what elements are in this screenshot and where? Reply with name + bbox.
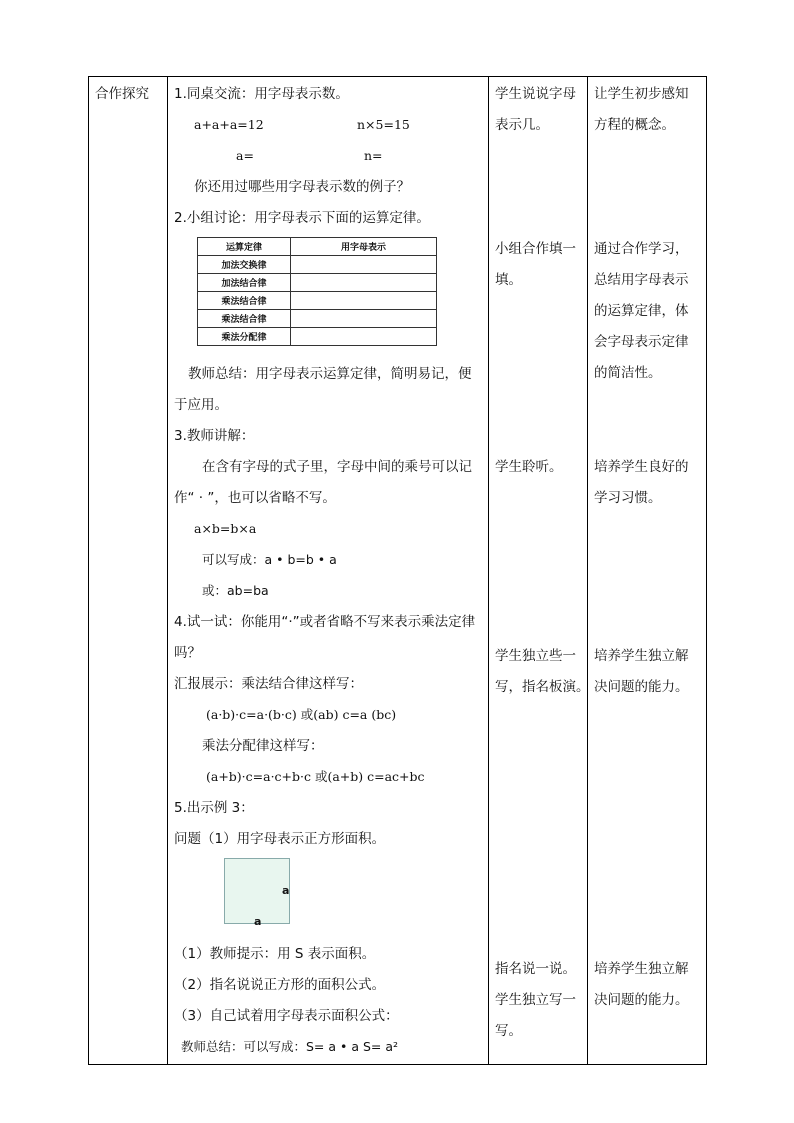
square-side-label-right: a xyxy=(282,884,290,897)
s1-answer-2: n= xyxy=(364,148,383,163)
student-activity-5-line-3: 写。 xyxy=(495,1023,522,1039)
student-activity-2-line-2: 填。 xyxy=(495,272,522,288)
table-row xyxy=(198,292,437,310)
table-cell: 加法结合律 xyxy=(198,274,291,292)
s3-paragraph-line-2: 作“ · ”，也可以省略不写。 xyxy=(174,490,336,506)
s4-heading-line-1: 4.试一试：你能用“·”或者省略不写来表示乘法定律 xyxy=(174,614,476,630)
table-header-row xyxy=(198,238,437,256)
intent-2-line-3: 的运算定律，体 xyxy=(594,303,689,319)
intent-2-line-5: 的简洁性。 xyxy=(594,365,662,381)
student-activity-1-line-1: 学生说说字母 xyxy=(495,86,576,102)
s4-distributive-label: 乘法分配律这样写： xyxy=(202,738,324,754)
intent-4-line-1: 培养学生独立解 xyxy=(594,648,689,664)
s3-paragraph-line-1: 在含有字母的式子里，字母中间的乘号可以记 xyxy=(202,459,472,475)
table-cell-empty xyxy=(291,274,437,292)
s2-summary-line-1: 教师总结：用字母表示运算定律，简明易记，便 xyxy=(188,366,472,382)
s5-step-2: （2）指名说说正方形的面积公式。 xyxy=(174,977,386,993)
column-divider xyxy=(488,76,489,1064)
table-header: 用字母表示 xyxy=(291,238,437,256)
table-row xyxy=(198,328,437,346)
intent-3-line-2: 学习习惯。 xyxy=(594,490,662,506)
s4-distributive-formula: (a+b)·c=a·c+b·c 或(a+b) c=ac+bc xyxy=(206,769,425,784)
table-cell: 加法交换律 xyxy=(198,256,291,274)
s3-formula-1: a×b=b×a xyxy=(194,521,257,536)
s1-heading: 1.同桌交流：用字母表示数。 xyxy=(174,86,349,102)
intent-5-line-1: 培养学生独立解 xyxy=(594,961,689,977)
column-divider xyxy=(587,76,588,1064)
s3-formula-3: 或：ab=ba xyxy=(202,583,269,598)
table-row xyxy=(198,256,437,274)
intent-4-line-2: 决问题的能力。 xyxy=(594,679,689,695)
table-cell: 乘法结合律 xyxy=(198,310,291,328)
s1-answer-1: a= xyxy=(236,148,254,163)
s3-formula-2: 可以写成：a • b=b • a xyxy=(202,552,337,567)
square-side-label-bottom: a xyxy=(254,915,262,928)
table-cell-empty xyxy=(291,328,437,346)
s2-summary-line-2: 于应用。 xyxy=(174,397,228,413)
student-activity-3: 学生聆听。 xyxy=(495,459,563,475)
student-activity-1-line-2: 表示几。 xyxy=(495,117,549,133)
column-divider xyxy=(167,76,168,1064)
table-cell-empty xyxy=(291,292,437,310)
table-cell: 乘法结合律 xyxy=(198,292,291,310)
intent-2-line-4: 会字母表示定律 xyxy=(594,334,689,350)
s1-equation-2: n×5=15 xyxy=(357,117,410,132)
stage-label: 合作探究 xyxy=(95,86,149,102)
student-activity-2-line-1: 小组合作填一 xyxy=(495,241,576,257)
intent-2-line-1: 通过合作学习， xyxy=(594,241,689,257)
s2-heading: 2.小组讨论：用字母表示下面的运算定律。 xyxy=(174,210,430,226)
student-activity-4-line-1: 学生独立些一 xyxy=(495,648,576,664)
s5-summary: 教师总结：可以写成：S= a • a S= a² xyxy=(181,1039,399,1054)
intent-3-line-1: 培养学生良好的 xyxy=(594,459,689,475)
table-cell-empty xyxy=(291,256,437,274)
s1-equation-1: a+a+a=12 xyxy=(194,117,264,132)
s5-question: 问题（1）用字母表示正方形面积。 xyxy=(174,831,386,847)
table-header: 运算定律 xyxy=(198,238,291,256)
operation-rules-table xyxy=(197,237,437,346)
intent-1-line-1: 让学生初步感知 xyxy=(594,86,689,102)
student-activity-5-line-1: 指名说一说。 xyxy=(495,961,576,977)
student-activity-4-line-2: 写，指名板演。 xyxy=(495,679,590,695)
intent-2-line-2: 总结用字母表示 xyxy=(594,272,689,288)
table-row xyxy=(198,274,437,292)
s1-question: 你还用过哪些用字母表示数的例子？ xyxy=(194,179,410,195)
table-cell-empty xyxy=(291,310,437,328)
s4-associative-formula: (a·b)·c=a·(b·c) 或(ab) c=a (bc) xyxy=(206,707,397,722)
s4-report: 汇报展示：乘法结合律这样写： xyxy=(174,676,363,692)
intent-1-line-2: 方程的概念。 xyxy=(594,117,675,133)
s3-heading: 3.教师讲解： xyxy=(174,428,255,444)
table-cell: 乘法分配律 xyxy=(198,328,291,346)
s5-step-3: （3）自己试着用字母表示面积公式： xyxy=(174,1008,399,1024)
table-row xyxy=(198,310,437,328)
s4-heading-line-2: 吗？ xyxy=(174,645,201,661)
s5-step-1: （1）教师提示：用 S 表示面积。 xyxy=(174,946,376,962)
student-activity-5-line-2: 学生独立写一 xyxy=(495,992,576,1008)
s5-heading: 5.出示例 3： xyxy=(174,800,254,816)
intent-5-line-2: 决问题的能力。 xyxy=(594,992,689,1008)
